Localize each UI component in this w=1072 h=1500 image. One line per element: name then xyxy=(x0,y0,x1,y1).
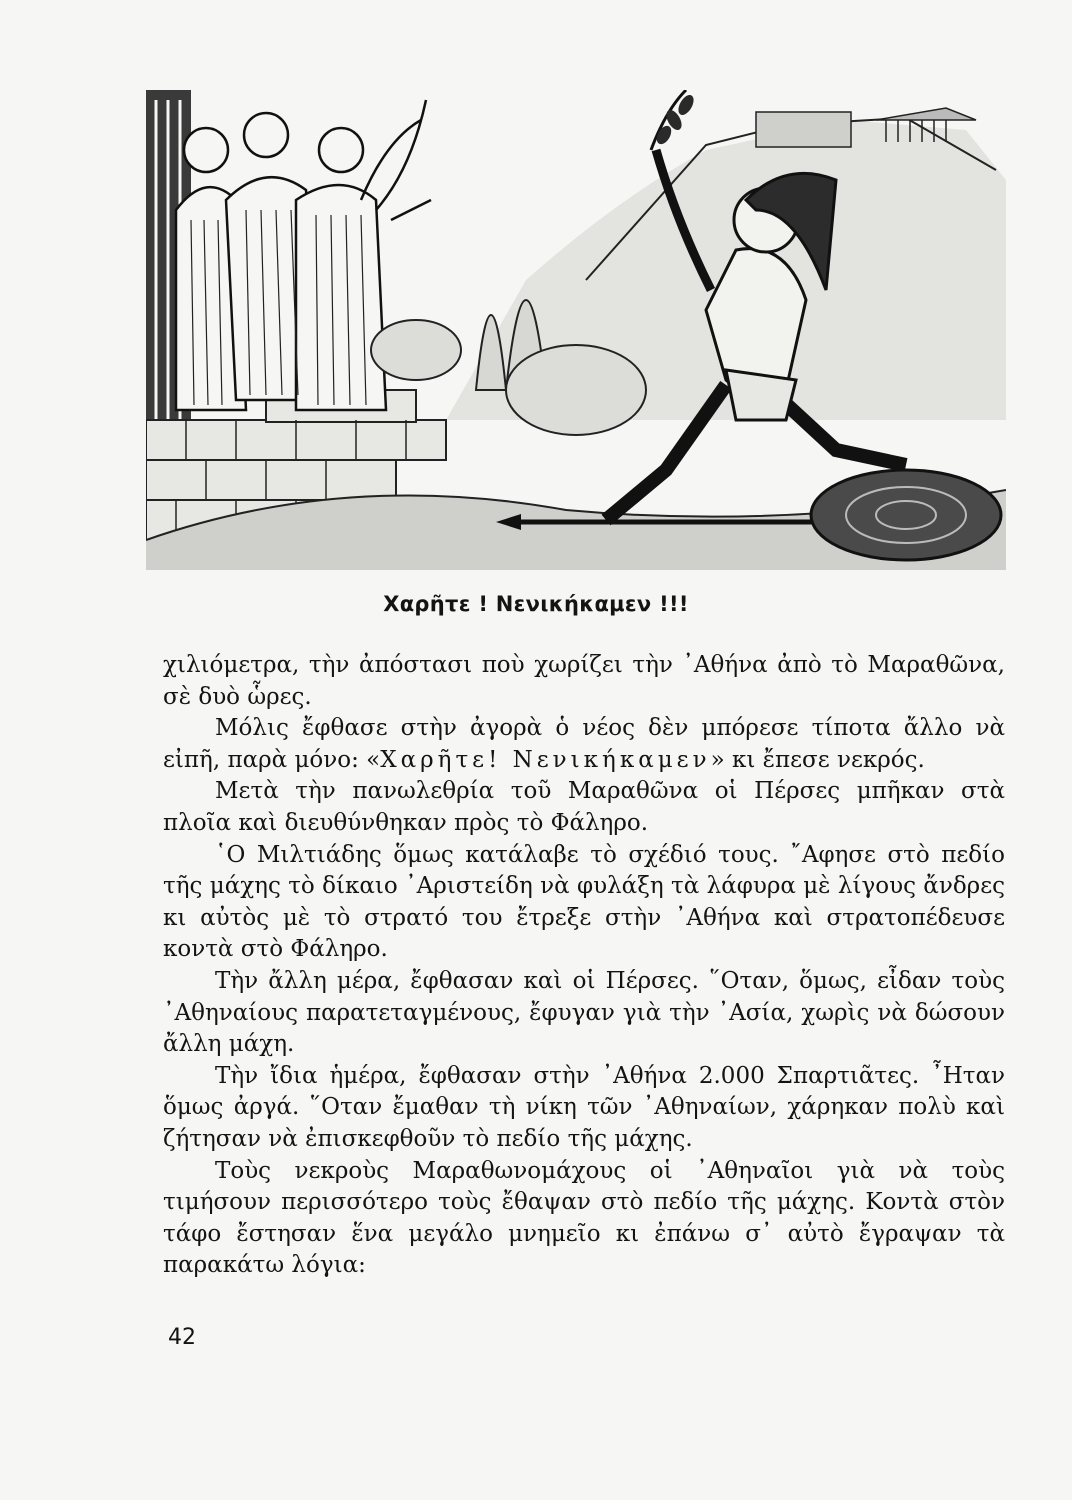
paragraph xyxy=(163,713,1005,776)
body-text xyxy=(163,650,1005,1282)
paragraph: Τοὺς νεκροὺς Μαραθωνομάχους οἱ ᾿Αθηναῖοι γιὰ νὰ τοὺς τιμήσουν περισσότερο τοὺς ἔθαψαν στὸ πεδίο τῆς μάχης. Κοντὰ στὸν τάφο ἔστησαν ἕνα μεγάλο μνημεῖο κι ἐπάνω σ᾿ αὐτὸ ἔγραψαν τὰ παρακάτω λόγια: xyxy=(163,1157,1005,1279)
paragraph: χιλιόμετρα, τὴν ἀπόστασι ποὺ χωρίζει τὴν ᾿Αθήνα ἀπὸ τὸ Μαραθῶνα, σὲ δυὸ ὧρες. xyxy=(163,652,1005,710)
paragraph-text: » κι ἔπεσε νεκρός. xyxy=(710,746,925,773)
marathon-messenger-drawing xyxy=(146,90,1006,570)
paragraph: Τὴν ἴδια ἡμέρα, ἔφθασαν στὴν ᾿Αθήνα 2.000 Σπαρτιᾶτες. ῏Ηταν ὅμως ἀργά. ῞Οταν ἔμαθαν τὴ νίκη τῶν ᾿Αθηναίων, χάρηκαν πολὺ καὶ ζήτησαν νὰ ἐπισκεφθοῦν τὸ πεδίο τῆς μάχης. xyxy=(163,1062,1005,1152)
illustration xyxy=(146,90,1006,570)
paragraph: ῾Ο Μιλτιάδης ὅμως κατάλαβε τὸ σχέδιό τους. ῎Αφησε στὸ πεδίο τῆς μάχης τὸ δίκαιο ᾿Αριστείδη νὰ φυλάξη τὰ λάφυρα μὲ λίγους ἄνδρες κι αὐτὸς μὲ τὸ στρατό του ἔτρεξε στὴν ᾿Αθήνα καὶ στρατοπέδευσε κοντὰ στὸ Φάληρο. xyxy=(163,841,1005,963)
emphasized-quote: Χαρῆτε! Νενικήκαμεν xyxy=(380,746,711,773)
paragraph: Τὴν ἄλλη μέρα, ἔφθασαν καὶ οἱ Πέρσες. ῞Οταν, ὅμως, εἶδαν τοὺς ᾿Αθηναίους παρατεταγμένους, ἔφυγαν γιὰ τὴν ᾿Ασία, χωρὶς νὰ δώσουν ἄλλη μάχη. xyxy=(163,967,1005,1058)
paragraph: Μετὰ τὴν πανωλεθρία τοῦ Μαραθῶνα οἱ Πέρσες μπῆκαν στὰ πλοῖα καὶ διευθύνθηκαν πρὸς τὸ Φάληρο. xyxy=(163,778,1005,836)
illustration-caption: Χαρῆτε ! Νενικήκαμεν !!! xyxy=(383,592,689,616)
paragraph-text: Μόλις ἔφθασε στὴν ἀγορὰ ὁ νέος δὲν μπόρεσε τίποτα ἄλλο νὰ εἰπῆ, παρὰ μόνο: « xyxy=(163,715,1005,773)
page-number: 42 xyxy=(168,1325,196,1350)
